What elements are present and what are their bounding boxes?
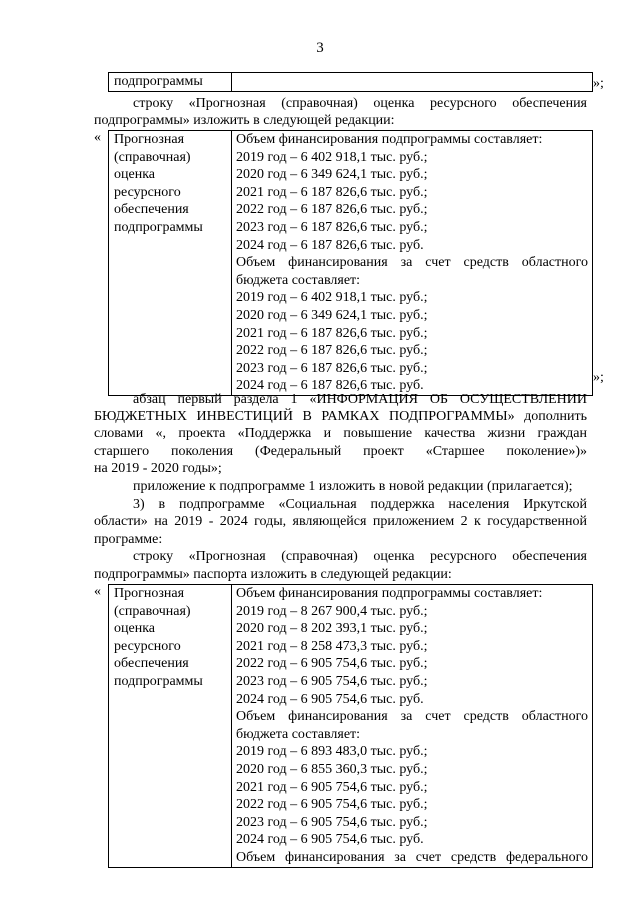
table1-line: 2023 год – 6 187 826,6 тыс. руб.; [236, 360, 428, 376]
top-table-content [232, 73, 593, 92]
table2-label-line: ресурсного [114, 638, 181, 654]
table1-line: 2019 год – 6 402 918,1 тыс. руб.; [236, 149, 428, 165]
para2-line5: на 2019 - 2020 годы»; [94, 461, 222, 476]
table2-label-line: (справочная) [114, 603, 191, 619]
table2-label-line: обеспечения [114, 656, 189, 672]
table1-line: 2024 год – 6 187 826,6 тыс. руб. [236, 378, 424, 394]
para4-line2: области» на 2019 - 2024 годы, являющейся приложением 2 к государственной [94, 514, 587, 529]
table1-content-cell [232, 131, 593, 396]
table1-line: 2022 год – 6 187 826,6 тыс. руб.; [236, 343, 428, 359]
table1-line: 2023 год – 6 187 826,6 тыс. руб.; [236, 219, 428, 235]
table2-line: 2024 год – 6 905 754,6 тыс. руб. [236, 832, 424, 848]
table1-line: 2020 год – 6 349 624,1 тыс. руб.; [236, 307, 428, 323]
table1-label-line: ресурсного [114, 184, 181, 200]
table2-line: 2021 год – 8 258 473,3 тыс. руб.; [236, 638, 428, 654]
para5-line2: подпрограммы» паспорта изложить в следующей редакции: [94, 567, 452, 582]
table1-line: 2022 год – 6 187 826,6 тыс. руб.; [236, 202, 428, 218]
para2-line2: БЮДЖЕТНЫХ ИНВЕСТИЦИЙ В РАМКАХ ПОДПРОГРАММЫ» дополнить [94, 409, 587, 424]
table1-label-line: Прогнозная [114, 132, 185, 147]
table1-line: Объем финансирования за счет средств областного [236, 255, 588, 271]
table1-line: 2021 год – 6 187 826,6 тыс. руб.; [236, 184, 428, 200]
table2-line: 2020 год – 8 202 393,1 тыс. руб.; [236, 621, 428, 637]
table1-label-cell [109, 131, 232, 396]
top-table-fragment [108, 72, 593, 92]
table1-line: 2019 год – 6 402 918,1 тыс. руб.; [236, 290, 428, 306]
para1-line2: подпрограммы» изложить в следующей редакции: [94, 113, 395, 128]
table1-close-quote: »; [593, 370, 604, 385]
table1-line: 2021 год – 6 187 826,6 тыс. руб.; [236, 325, 428, 341]
para4-line1: 3) в подпрограмме «Социальная поддержка населения Иркутской [133, 497, 587, 512]
table2-line: 2020 год – 6 855 360,3 тыс. руб.; [236, 761, 428, 777]
top-table-close-quote: »; [593, 76, 604, 91]
table2-line: 2019 год – 8 267 900,4 тыс. руб.; [236, 603, 428, 619]
table1-line: Объем финансирования подпрограммы составляет: [236, 132, 543, 147]
table2-line: бюджета составляет: [236, 726, 361, 742]
table2-label-line: подпрограммы [114, 673, 203, 689]
top-table-label: подпрограммы [109, 73, 232, 92]
table2-line: 2021 год – 6 905 754,6 тыс. руб.; [236, 779, 428, 795]
table1-label-line: (справочная) [114, 149, 191, 165]
para5-line1: строку «Прогнозная (справочная) оценка ресурсного обеспечения [133, 549, 587, 564]
table2-label-line: оценка [114, 621, 156, 637]
table2-line: Объем финансирования за счет средств областного [236, 709, 588, 725]
table1-line: бюджета составляет: [236, 272, 361, 288]
page-number: 3 [316, 40, 324, 56]
para4-line3: программе: [94, 532, 163, 547]
table2-line: 2022 год – 6 905 754,6 тыс. руб.; [236, 656, 428, 672]
table2-label-line: Прогнозная [114, 586, 185, 601]
table2-line: Объем финансирования за счет средств федерального [236, 849, 588, 865]
table1-label-line: обеспечения [114, 202, 189, 218]
table2-line: 2019 год – 6 893 483,0 тыс. руб.; [236, 744, 428, 760]
table2-label-cell [109, 585, 232, 868]
table1-label-line: подпрограммы [114, 219, 203, 235]
funding-table-1 [108, 130, 593, 396]
table2-line: 2022 год – 6 905 754,6 тыс. руб.; [236, 797, 428, 813]
para2-line3: словами «, проекта «Поддержка и повышение качества жизни граждан [94, 426, 587, 441]
table1-line: 2024 год – 6 187 826,6 тыс. руб. [236, 237, 424, 253]
table1-open-quote: « [94, 130, 101, 145]
table1-line: 2020 год – 6 349 624,1 тыс. руб.; [236, 167, 428, 183]
funding-table-2 [108, 584, 593, 868]
table2-content-cell [232, 585, 593, 868]
table2-line: Объем финансирования подпрограммы составляет: [236, 586, 543, 601]
para3: приложение к подпрограмме 1 изложить в новой редакции (прилагается); [133, 479, 573, 494]
para1-line1: строку «Прогнозная (справочная) оценка ресурсного обеспечения [133, 96, 587, 111]
table1-label-line: оценка [114, 167, 156, 183]
para2-line4: старшего поколения (Федеральный проект «Старшее поколение»)» [94, 444, 587, 459]
table2-line: 2023 год – 6 905 754,6 тыс. руб.; [236, 673, 428, 689]
table2-open-quote: « [94, 584, 101, 599]
table2-line: 2024 год – 6 905 754,6 тыс. руб. [236, 691, 424, 707]
table2-line: 2023 год – 6 905 754,6 тыс. руб.; [236, 814, 428, 830]
para2-line1: абзац первый раздела 1 «ИНФОРМАЦИЯ ОБ ОСУЩЕСТВЛЕНИИ [133, 392, 587, 407]
